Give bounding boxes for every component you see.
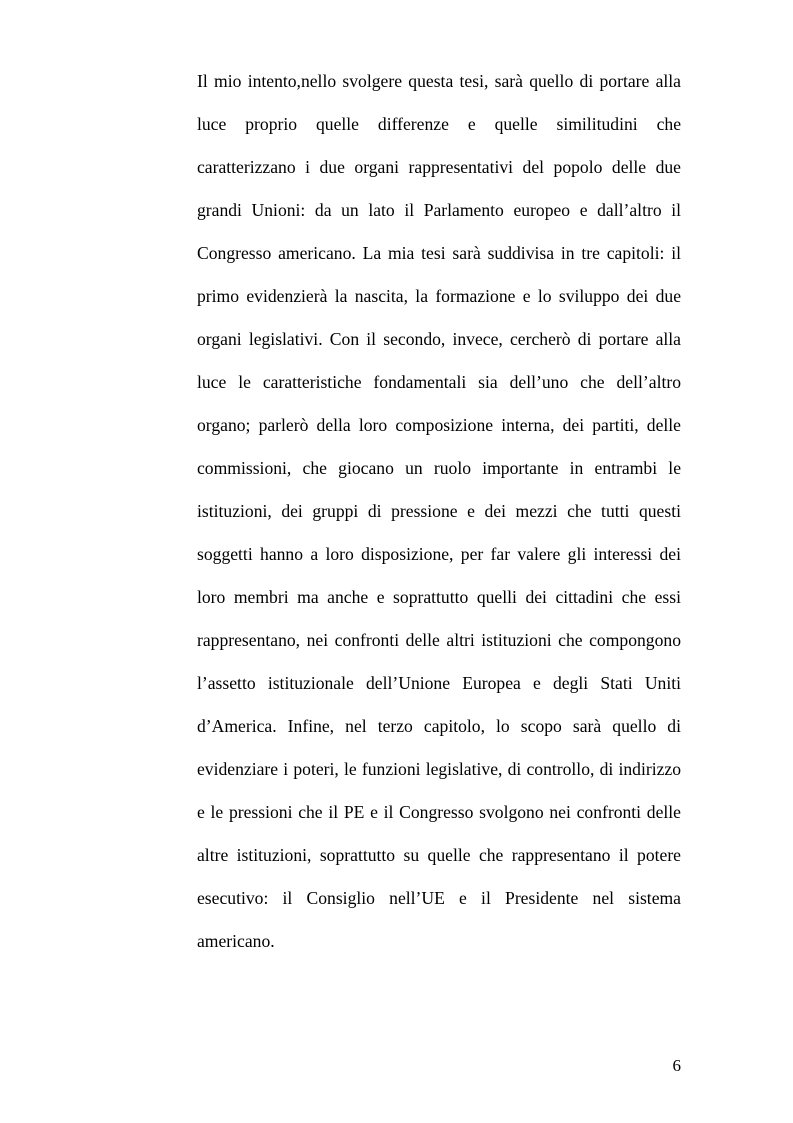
page-number: 6 [672, 1056, 681, 1075]
body-paragraph: Il mio intento,nello svolgere questa tesi, sarà quello di portare alla luce proprio quelle differenze e quelle similitudini che caratterizzano i due organi rappresentativi del popolo delle due grandi Unioni: da un lato il Parlamento europeo e dall’altro il Congresso americano. La mia tesi sarà suddivisa in tre capitoli: il primo evidenzierà la nascita, la formazione e lo sviluppo dei due organi legislativi. Con il secondo, invece, cercherò di portare alla luce le caratteristiche fondamentali sia dell’uno che dell’altro organo; parlerò della loro composizione interna, dei partiti, delle commissioni, che giocano un ruolo importante in entrambi le istituzioni, dei gruppi di pressione e dei mezzi che tutti questi soggetti hanno a loro disposizione, per far valere gli interessi dei loro membri ma anche e soprattutto quelli dei cittadini che essi rappresentano, nei confronti delle altri istituzioni che compongono l’assetto istituzionale dell’Unione Europea e degli Stati Uniti d’America. Infine, nel terzo capitolo, lo scopo sarà quello di evidenziare i poteri, le funzioni legislative, di controllo, di indirizzo e le pressioni che il PE e il Congresso svolgono nei confronti delle altre istituzioni, soprattutto su quelle che rappresentano il potere esecutivo: il Consiglio nell’UE e il Presidente nel sistema americano. [197, 71, 681, 951]
